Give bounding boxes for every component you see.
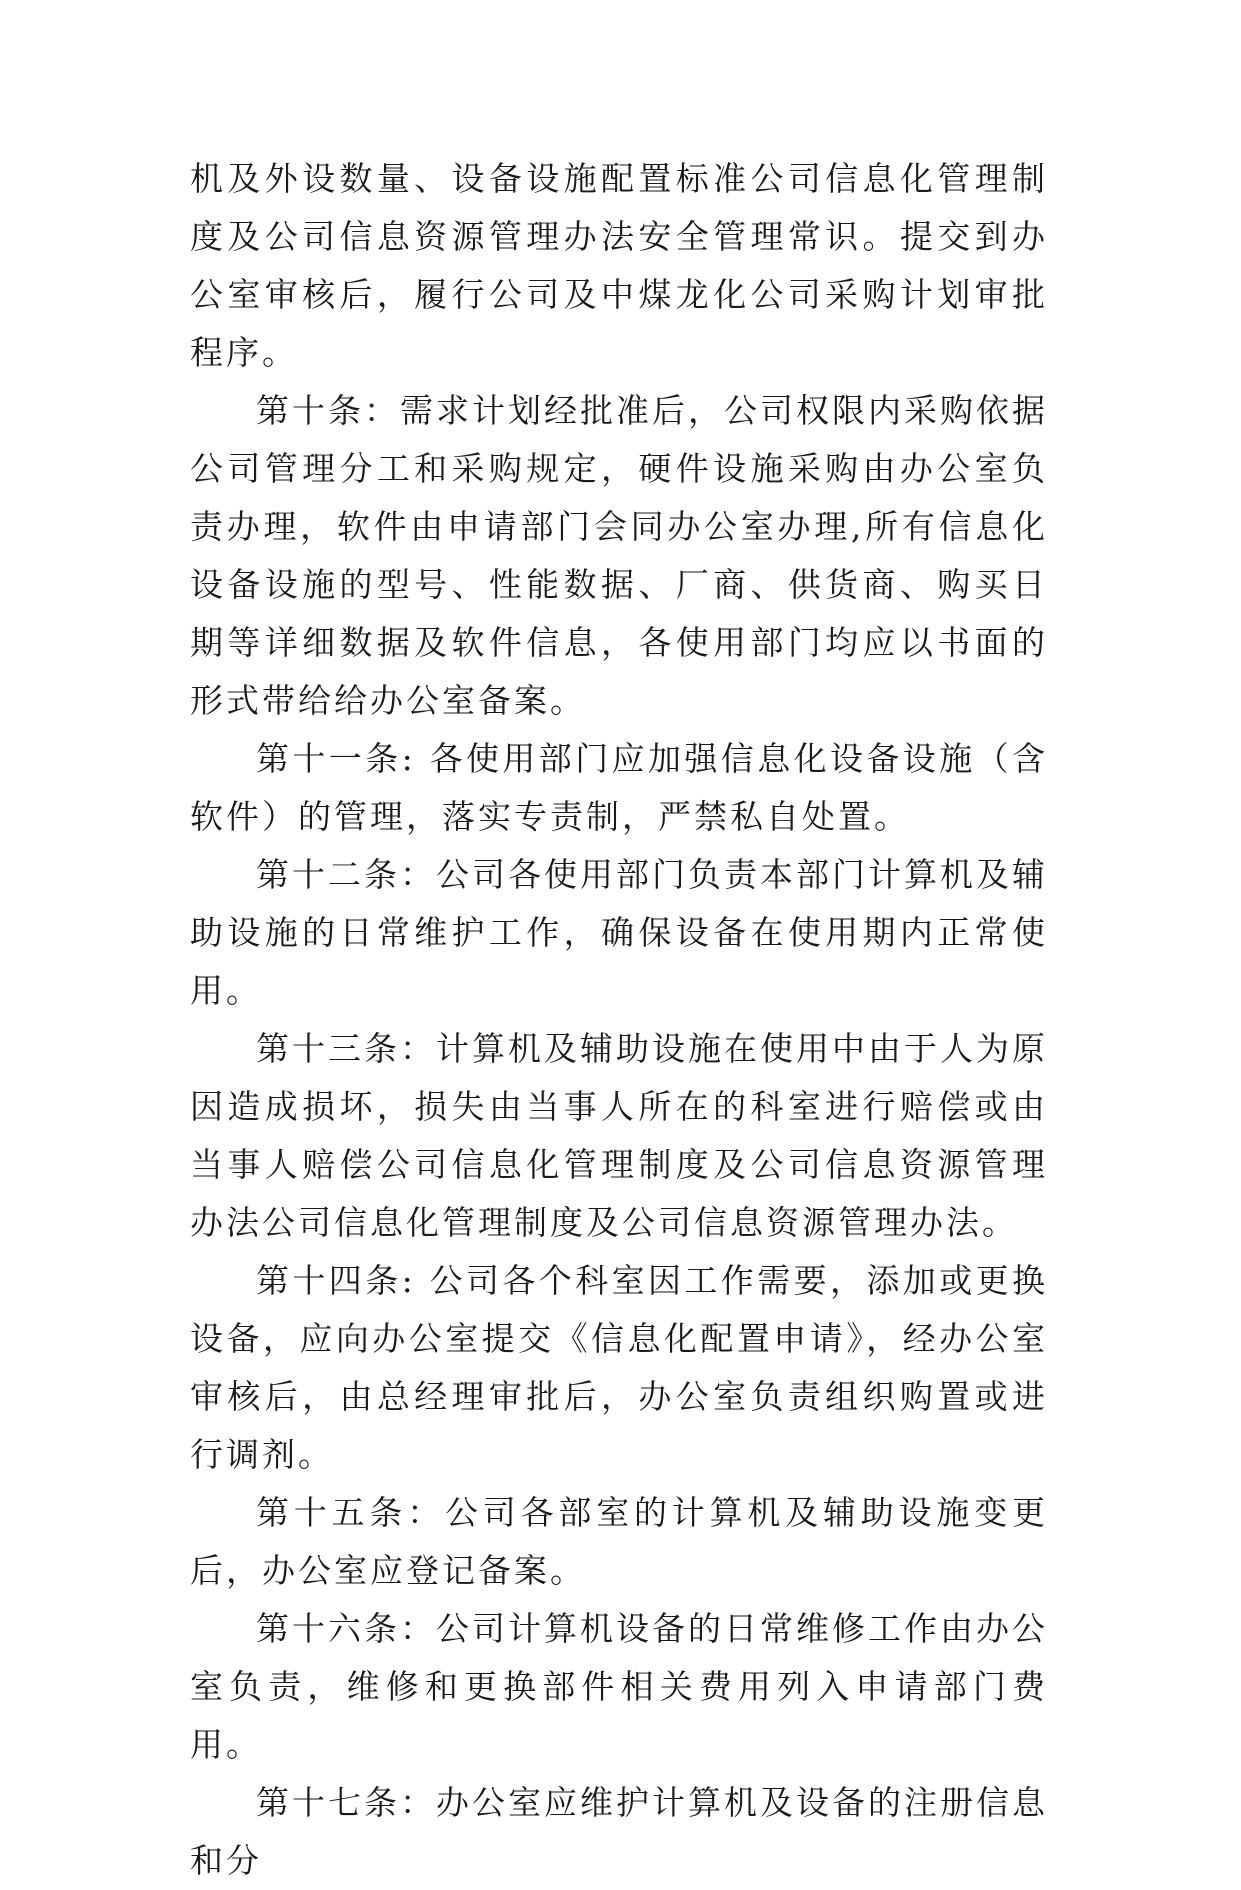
paragraph-article-12: 第十二条：公司各使用部门负责本部门计算机及辅助设施的日常维护工作，确保设备在使用期内正常使用。 bbox=[190, 855, 1048, 1010]
document-body bbox=[190, 150, 1048, 1890]
paragraph-article-14: 第十四条: 公司各个科室因工作需要，添加或更换设备，应向办公室提交《信息化配置申请》，经办公室审核后，由总经理审批后，办公室负责组织购置或进行调剂。 bbox=[190, 1261, 1048, 1474]
paragraph-article-11: 第十一条: 各使用部门应加强信息化设备设施（含软件）的管理，落实专责制，严禁私自处置。 bbox=[190, 739, 1048, 836]
paragraph-continuation: 机及外设数量、设备设施配置标准公司信息化管理制度及公司信息资源管理办法安全管理常识。提交到办公室审核后，履行公司及中煤龙化公司采购计划审批程序。 bbox=[190, 159, 1048, 372]
paragraph-article-10: 第十条：需求计划经批准后，公司权限内采购依据公司管理分工和采购规定，硬件设施采购由办公室负责办理，软件由申请部门会同办公室办理,所有信息化设备设施的型号、性能数据、厂商、供货商、购买日期等详细数据及软件信息，各使用部门均应以书面的形式带给给办公室备案。 bbox=[190, 391, 1048, 720]
paragraph-article-16: 第十六条：公司计算机设备的日常维修工作由办公室负责，维修和更换部件相关费用列入申请部门费用。 bbox=[190, 1609, 1048, 1764]
paragraph-article-15: 第十五条：公司各部室的计算机及辅助设施变更后，办公室应登记备案。 bbox=[190, 1493, 1048, 1590]
paragraph-article-17: 第十七条：办公室应维护计算机及设备的注册信息和分 bbox=[190, 1783, 1048, 1880]
paragraph-article-13: 第十三条：计算机及辅助设施在使用中由于人为原因造成损坏，损失由当事人所在的科室进行赔偿或由当事人赔偿公司信息化管理制度及公司信息资源管理办法公司信息化管理制度及公司信息资源管理办法。 bbox=[190, 1029, 1048, 1242]
